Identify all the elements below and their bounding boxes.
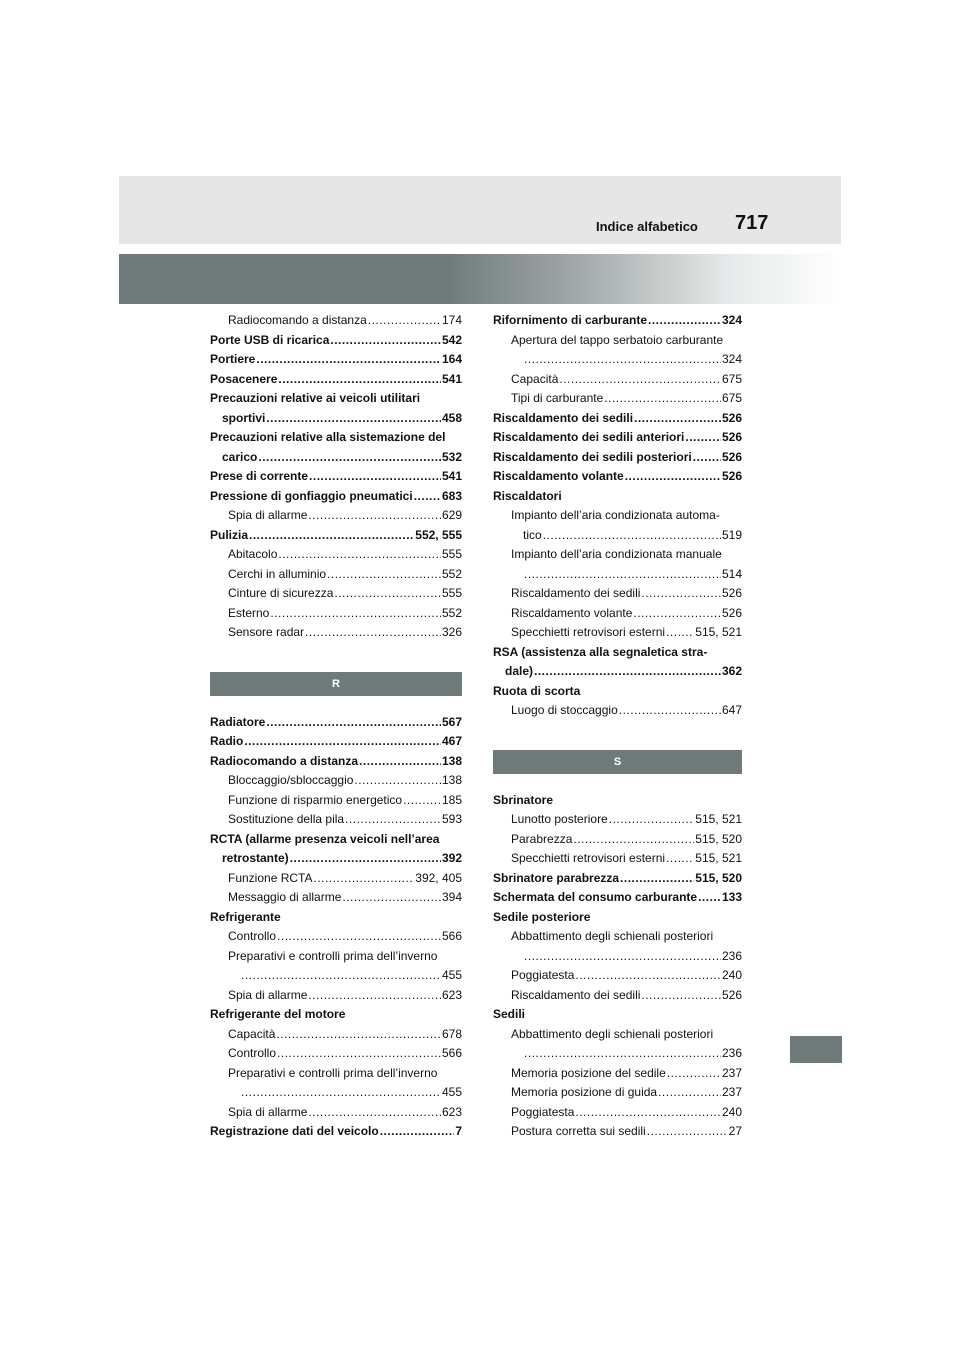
- entry-text: Memoria posizione di guida: [511, 1085, 658, 1099]
- entry-page-ref: 392: [441, 851, 462, 865]
- entry-page-ref: 566: [441, 929, 462, 943]
- index-entry: [210, 467, 462, 487]
- index-entry: [493, 1044, 742, 1064]
- entry-text: Esterno: [228, 605, 270, 620]
- dot-leader: [308, 506, 441, 526]
- index-entry: [210, 1122, 462, 1142]
- entry-page-ref: 683: [441, 488, 462, 503]
- entry-page-ref: 362: [721, 664, 742, 678]
- header-gradient-band: [119, 254, 841, 304]
- header-band: [119, 176, 841, 244]
- index-entry: [493, 830, 742, 850]
- entry-text: Riscaldamento dei sedili posteriori: [493, 449, 692, 464]
- index-entry: [210, 584, 462, 604]
- entry-text: Specchietti retrovisori esterni: [511, 625, 666, 639]
- index-entry: [493, 409, 742, 429]
- entry-text: Riscaldamento volante: [493, 469, 624, 483]
- entry-list: [493, 311, 742, 721]
- dot-leader: [641, 986, 721, 1006]
- dot-leader: [256, 350, 441, 370]
- index-entry: [493, 623, 742, 643]
- dot-leader: [380, 1122, 455, 1142]
- entry-text: Capacità: [228, 1026, 276, 1041]
- index-entry: [210, 849, 462, 869]
- entry-page-ref: 567: [441, 714, 462, 729]
- entry-text: Preparativi e controlli prima dell’inverno: [228, 948, 438, 963]
- entry-text: Riscaldamento dei sedili anteriori: [493, 430, 685, 444]
- entry-text: Radiocomando a distanza: [228, 313, 367, 327]
- index-entry: [493, 428, 742, 448]
- dot-leader: [368, 311, 441, 331]
- entry-page-ref: 515, 521: [695, 625, 742, 639]
- dot-leader: [619, 701, 721, 721]
- entry-text: sportivi: [222, 410, 266, 425]
- dot-leader: [241, 1083, 441, 1103]
- index-entry: [493, 487, 742, 507]
- entry-page-ref: 526: [721, 605, 742, 620]
- index-entry: [493, 545, 742, 565]
- entry-page-ref: 542: [441, 332, 462, 347]
- index-entry: [493, 506, 742, 526]
- entry-text: Capacità: [511, 371, 559, 386]
- index-entry: [210, 908, 462, 928]
- spacer: [210, 643, 462, 659]
- dot-leader: [633, 604, 721, 624]
- entry-text: Precauzioni relative alla sistemazione del: [210, 430, 446, 444]
- index-entry: [210, 506, 462, 526]
- entry-text: Abitacolo: [228, 547, 278, 561]
- entry-text: Impianto dell’aria condizionata manuale: [511, 547, 722, 561]
- entry-text: Prese di corrente: [210, 469, 309, 483]
- entry-page-ref: 164: [441, 352, 462, 366]
- entry-text: tico: [523, 527, 542, 542]
- index-entry: [493, 682, 742, 702]
- entry-text: Poggiatesta: [511, 968, 575, 982]
- dot-leader: [524, 947, 721, 967]
- index-entry: [210, 986, 462, 1006]
- entry-page-ref: 526: [721, 586, 742, 600]
- dot-leader: [647, 1122, 728, 1142]
- entry-text: Apertura del tappo serbatoio carburante: [511, 332, 724, 347]
- entry-text: Refrigerante: [210, 909, 281, 924]
- dot-leader: [313, 869, 414, 889]
- entry-text: Lunotto posteriore: [511, 812, 608, 826]
- entry-text: carico: [222, 449, 258, 464]
- entry-page-ref: 552: [441, 566, 462, 581]
- letter-heading: S: [493, 750, 742, 774]
- entry-list: [493, 791, 742, 1142]
- index-entry: [210, 966, 462, 986]
- entry-text: Luogo di stoccaggio: [511, 703, 618, 717]
- entry-text: dale): [505, 664, 534, 678]
- dot-leader: [534, 662, 721, 682]
- entry-text: Sbrinatore parabrezza: [493, 870, 620, 885]
- entry-list: [210, 713, 462, 1142]
- entry-page-ref: 515, 521: [695, 812, 742, 826]
- index-entry: [493, 1005, 742, 1025]
- entry-page-ref: 240: [721, 1104, 742, 1119]
- entry-text: Radiatore: [210, 714, 266, 729]
- entry-page-ref: 678: [441, 1026, 462, 1041]
- entry-text: Sedile posteriore: [493, 909, 591, 924]
- index-entry: [493, 1122, 742, 1142]
- dot-leader: [342, 888, 441, 908]
- dot-leader: [698, 888, 721, 908]
- entry-page-ref: 138: [441, 773, 462, 787]
- entry-list: [210, 311, 462, 643]
- dot-leader: [414, 487, 441, 507]
- spacer: [493, 721, 742, 737]
- dot-leader: [345, 810, 441, 830]
- letter-heading: R: [210, 672, 462, 696]
- index-entry: [210, 1005, 462, 1025]
- index-entry: [493, 643, 742, 663]
- entry-page-ref: 455: [441, 968, 462, 982]
- dot-leader: [667, 1064, 721, 1084]
- entry-page-ref: 675: [721, 391, 742, 405]
- entry-text: Postura corretta sui sedili: [511, 1124, 646, 1138]
- dot-leader: [573, 830, 694, 850]
- dot-leader: [524, 350, 721, 370]
- index-entry: [210, 604, 462, 624]
- index-entry: [493, 1103, 742, 1123]
- entry-page-ref: 623: [441, 1104, 462, 1119]
- entry-text: Riscaldamento dei sedili: [511, 586, 641, 600]
- entry-text: Spia di allarme: [228, 508, 308, 522]
- dot-leader: [685, 428, 721, 448]
- entry-page-ref: 324: [721, 313, 742, 327]
- entry-page-ref: 7: [455, 1124, 462, 1138]
- entry-text: Memoria posizione del sedile: [511, 1065, 666, 1080]
- entry-page-ref: 555: [441, 586, 462, 600]
- entry-text: Pressione di gonfiaggio pneumatici: [210, 488, 413, 503]
- entry-page-ref: 236: [721, 948, 742, 963]
- dot-leader: [609, 810, 695, 830]
- index-entry: [493, 927, 742, 947]
- index-column-left: [210, 311, 462, 1142]
- entry-text: Sostituzione della pila: [228, 812, 345, 826]
- dot-leader: [693, 448, 721, 468]
- entry-page-ref: 455: [441, 1085, 462, 1099]
- entry-page-ref: 647: [721, 703, 742, 717]
- entry-page-ref: 237: [721, 1065, 742, 1080]
- dot-leader: [277, 1044, 441, 1064]
- dot-leader: [354, 771, 441, 791]
- entry-page-ref: 566: [441, 1046, 462, 1060]
- index-entry: [210, 869, 462, 889]
- entry-page-ref: 394: [441, 890, 462, 904]
- index-entry: [493, 350, 742, 370]
- dot-leader: [266, 409, 441, 429]
- index-entry: [210, 810, 462, 830]
- entry-page-ref: 392, 405: [415, 870, 462, 885]
- dot-leader: [278, 370, 441, 390]
- entry-page-ref: 458: [441, 410, 462, 425]
- index-entry: [210, 888, 462, 908]
- index-entry: [493, 467, 742, 487]
- index-entry: [210, 448, 462, 468]
- entry-text: Registrazione dati del veicolo: [210, 1124, 379, 1138]
- index-entry: [210, 1083, 462, 1103]
- entry-text: Impianto dell’aria condizionata automa-: [511, 508, 720, 522]
- index-entry: [493, 526, 742, 546]
- index-entry: [210, 947, 462, 967]
- dot-leader: [559, 370, 721, 390]
- dot-leader: [278, 545, 441, 565]
- entry-text: Precauzioni relative ai veicoli utilitari: [210, 391, 421, 405]
- entry-text: Funzione RCTA: [228, 870, 313, 885]
- entry-text: Radio: [210, 734, 244, 748]
- entry-text: Riscaldamento dei sedili: [493, 410, 634, 425]
- entry-page-ref: 526: [721, 410, 742, 425]
- entry-page-ref: 514: [721, 566, 742, 581]
- index-entry: [493, 584, 742, 604]
- dot-leader: [641, 584, 721, 604]
- entry-page-ref: 552, 555: [415, 527, 462, 542]
- entry-page-ref: 552: [441, 605, 462, 620]
- index-entry: [210, 623, 462, 643]
- index-entry: [210, 791, 462, 811]
- entry-text: Spia di allarme: [228, 987, 308, 1002]
- dot-leader: [270, 604, 441, 624]
- entry-page-ref: 515, 520: [695, 870, 742, 885]
- index-entry: [493, 908, 742, 928]
- index-entry: [210, 526, 462, 546]
- section-title: Indice alfabetico: [596, 219, 698, 234]
- dot-leader: [620, 869, 694, 889]
- index-entry: [493, 331, 742, 351]
- entry-text: Poggiatesta: [511, 1104, 575, 1119]
- index-entry: [210, 545, 462, 565]
- entry-text: RSA (assistenza alla segnaletica stra-: [493, 644, 708, 659]
- dot-leader: [666, 623, 694, 643]
- index-entry: [210, 713, 462, 733]
- entry-page-ref: 675: [721, 371, 742, 386]
- entry-text: Abbattimento degli schienali posteriori: [511, 929, 714, 943]
- dot-leader: [634, 409, 721, 429]
- entry-text: RCTA (allarme presenza veicoli nell’area: [210, 831, 440, 846]
- index-entry: [210, 565, 462, 585]
- side-thumb-tab: [790, 1036, 842, 1063]
- entry-text: Pulizia: [210, 527, 249, 542]
- index-entry: [493, 947, 742, 967]
- dot-leader: [604, 389, 721, 409]
- entry-text: Cinture di sicurezza: [228, 586, 334, 600]
- entry-text: Controllo: [228, 929, 277, 943]
- index-entry: [493, 1025, 742, 1045]
- dot-leader: [524, 565, 721, 585]
- index-entry: [493, 966, 742, 986]
- index-entry: [210, 1064, 462, 1084]
- entry-page-ref: 237: [721, 1085, 742, 1099]
- index-entry: [493, 1083, 742, 1103]
- dot-leader: [277, 927, 441, 947]
- dot-leader: [290, 849, 441, 869]
- entry-page-ref: 541: [441, 469, 462, 483]
- index-entry: [210, 409, 462, 429]
- index-entry: [210, 428, 462, 448]
- entry-page-ref: 240: [721, 968, 742, 982]
- dot-leader: [666, 849, 694, 869]
- entry-page-ref: 326: [441, 625, 462, 639]
- entry-page-ref: 27: [728, 1124, 742, 1138]
- index-entry: [493, 662, 742, 682]
- entry-text: Rifornimento di carburante: [493, 313, 648, 327]
- dot-leader: [359, 752, 441, 772]
- entry-page-ref: 515, 521: [695, 851, 742, 865]
- index-entry: [493, 370, 742, 390]
- index-entry: [210, 311, 462, 331]
- entry-page-ref: 593: [441, 812, 462, 826]
- index-entry: [493, 986, 742, 1006]
- entry-page-ref: 467: [441, 734, 462, 748]
- entry-page-ref: 236: [721, 1046, 742, 1060]
- dot-leader: [241, 966, 441, 986]
- entry-page-ref: 532: [441, 449, 462, 464]
- index-entry: [493, 311, 742, 331]
- index-entry: [210, 389, 462, 409]
- dot-leader: [575, 1103, 721, 1123]
- entry-text: Riscaldamento dei sedili: [511, 987, 641, 1002]
- dot-leader: [330, 331, 441, 351]
- entry-text: retrostante): [222, 851, 289, 865]
- dot-leader: [308, 986, 441, 1006]
- index-entry: [210, 771, 462, 791]
- index-entry: [493, 389, 742, 409]
- dot-leader: [327, 565, 441, 585]
- index-entry: [210, 752, 462, 772]
- index-entry: [493, 869, 742, 889]
- index-entry: [210, 732, 462, 752]
- entry-text: Controllo: [228, 1046, 277, 1060]
- dot-leader: [244, 732, 441, 752]
- entry-page-ref: 629: [441, 508, 462, 522]
- entry-page-ref: 324: [721, 352, 742, 366]
- index-entry: [210, 370, 462, 390]
- entry-text: Parabrezza: [511, 831, 573, 846]
- entry-text: Bloccaggio/sbloccaggio: [228, 773, 354, 787]
- index-entry: [493, 701, 742, 721]
- page-number: 717: [735, 212, 769, 234]
- entry-text: Riscaldamento volante: [511, 605, 633, 620]
- entry-page-ref: 526: [721, 430, 742, 444]
- entry-text: Radiocomando a distanza: [210, 753, 359, 768]
- entry-page-ref: 526: [721, 469, 742, 483]
- index-column-right: [493, 311, 742, 1142]
- index-entry: [210, 1044, 462, 1064]
- index-entry: [493, 849, 742, 869]
- index-entry: [493, 1064, 742, 1084]
- dot-leader: [648, 311, 721, 331]
- index-entry: [210, 331, 462, 351]
- entry-page-ref: 555: [441, 547, 462, 561]
- entry-page-ref: 526: [721, 449, 742, 464]
- entry-page-ref: 185: [441, 792, 462, 807]
- entry-text: Sedili: [493, 1007, 526, 1021]
- entry-text: Posacenere: [210, 371, 278, 386]
- entry-text: Specchietti retrovisori esterni: [511, 851, 666, 865]
- entry-text: Messaggio di allarme: [228, 890, 342, 904]
- dot-leader: [658, 1083, 721, 1103]
- index-entry: [210, 350, 462, 370]
- entry-page-ref: 515, 520: [695, 831, 742, 846]
- entry-text: Riscaldatori: [493, 488, 562, 503]
- entry-text: Ruota di scorta: [493, 683, 581, 698]
- entry-page-ref: 133: [721, 890, 742, 904]
- dot-leader: [305, 623, 441, 643]
- entry-text: Tipi di carburante: [511, 391, 604, 405]
- index-entry: [210, 1025, 462, 1045]
- index-entry: [493, 604, 742, 624]
- entry-text: Funzione di risparmio energetico: [228, 792, 403, 807]
- entry-text: Sbrinatore: [493, 792, 554, 807]
- dot-leader: [308, 1103, 441, 1123]
- index-entry: [210, 1103, 462, 1123]
- dot-leader: [309, 467, 441, 487]
- index-entry: [493, 565, 742, 585]
- entry-text: Cerchi in alluminio: [228, 566, 327, 581]
- dot-leader: [524, 1044, 721, 1064]
- dot-leader: [625, 467, 721, 487]
- entry-page-ref: 541: [441, 371, 462, 386]
- dot-leader: [276, 1025, 441, 1045]
- entry-text: Portiere: [210, 352, 256, 366]
- entry-page-ref: 623: [441, 987, 462, 1002]
- entry-text: Preparativi e controlli prima dell’inverno: [228, 1065, 438, 1080]
- dot-leader: [543, 526, 721, 546]
- entry-page-ref: 138: [441, 753, 462, 768]
- dot-leader: [266, 713, 441, 733]
- index-entry: [493, 810, 742, 830]
- entry-text: Porte USB di ricarica: [210, 332, 330, 347]
- dot-leader: [258, 448, 441, 468]
- index-entry: [493, 448, 742, 468]
- entry-page-ref: 519: [721, 527, 742, 542]
- dot-leader: [334, 584, 441, 604]
- dot-leader: [575, 966, 721, 986]
- entry-text: Refrigerante del motore: [210, 1007, 346, 1021]
- index-entry: [210, 830, 462, 850]
- dot-leader: [403, 791, 441, 811]
- entry-text: Sensore radar: [228, 625, 305, 639]
- entry-text: Abbattimento degli schienali posteriori: [511, 1026, 714, 1041]
- dot-leader: [249, 526, 414, 546]
- entry-text: Spia di allarme: [228, 1104, 308, 1119]
- entry-page-ref: 526: [721, 987, 742, 1002]
- index-entry: [493, 791, 742, 811]
- entry-page-ref: 174: [441, 313, 462, 327]
- index-entry: [210, 487, 462, 507]
- index-entry: [493, 888, 742, 908]
- index-entry: [210, 927, 462, 947]
- entry-text: Schermata del consumo carburante: [493, 890, 698, 904]
